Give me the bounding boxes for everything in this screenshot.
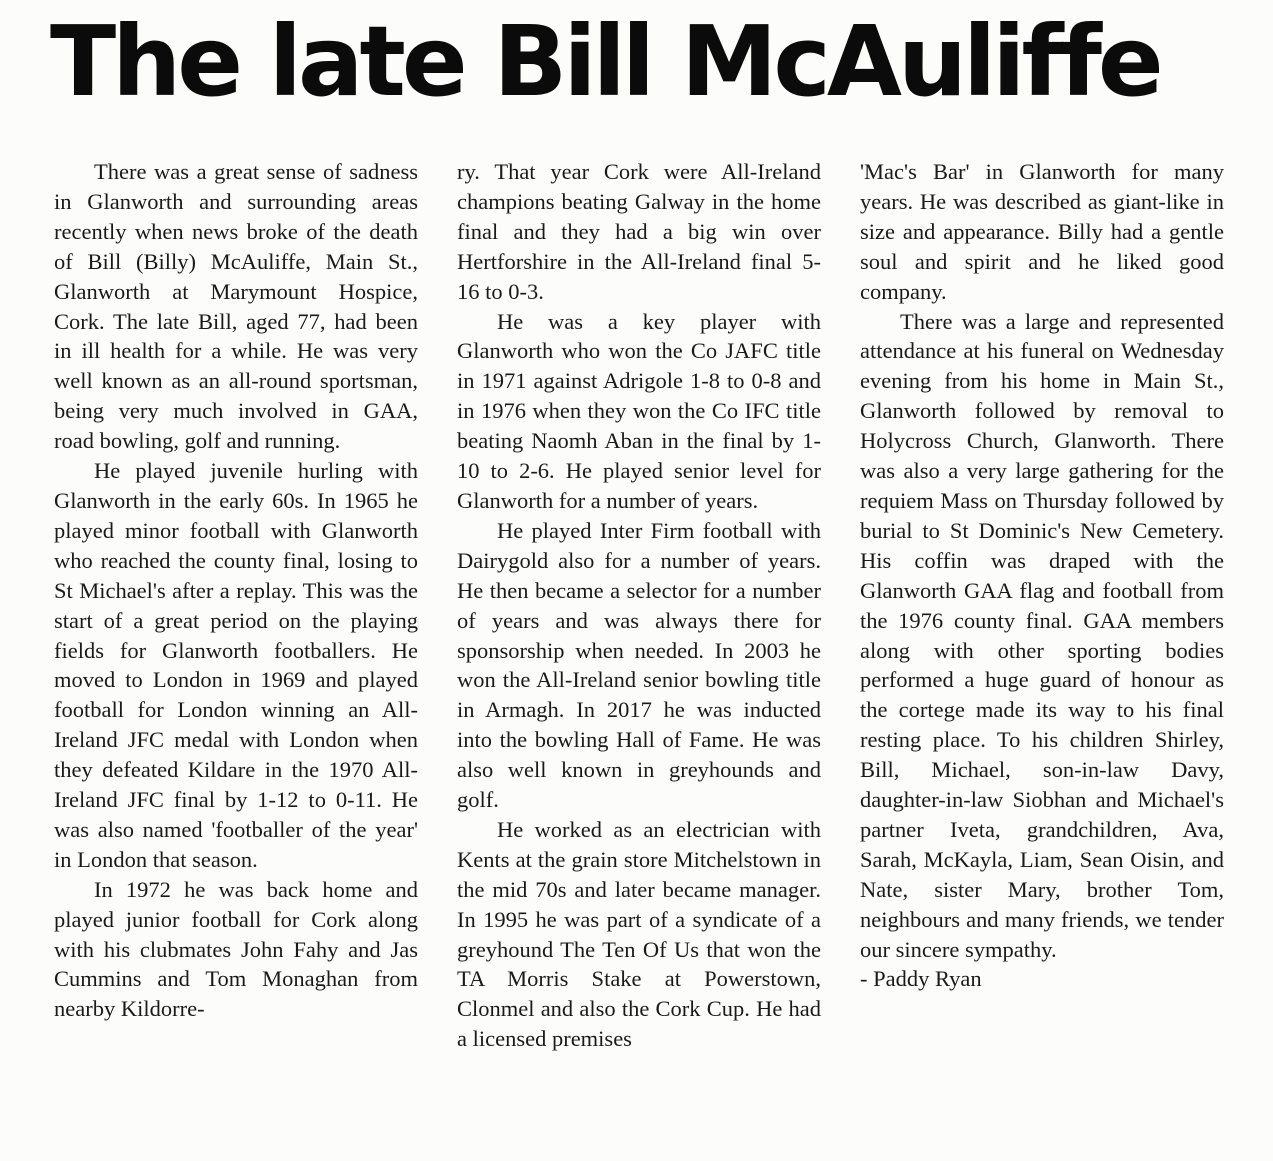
paragraph: ry. That year Cork were All-Ireland champions beating Galway in the home final and they had a big win over Hertforshire in the All-Ireland final 5-16 to 0-3. bbox=[457, 159, 821, 304]
paragraph: 'Mac's Bar' in Glanworth for many years. He was described as giant-like in size and appearance. Billy had a gentle soul and spirit and he liked good company. bbox=[860, 159, 1224, 304]
article-column-3 bbox=[860, 157, 1224, 994]
paragraph: He was a key player with Glanworth who won the Co JAFC title in 1971 against Adrigole 1-8 to 0-8 and in 1976 when they won the Co IFC title beating Naomh Aban in the final by 1-10 to 2-6. He played senior level for Glanworth for a number of years. bbox=[457, 308, 821, 513]
paragraph: He worked as an electrician with Kents at the grain store Mitchelstown in the mid 70s and later became manager. In 1995 he was part of a syndicate of a greyhound The Ten Of Us that won the TA Morris Stake at Powerstown, Clonmel and also the Cork Cup. He had a licensed premises bbox=[457, 816, 821, 1052]
article-column-1 bbox=[54, 157, 418, 1024]
paragraph: He played juvenile hurling with Glanworth in the early 60s. In 1965 he played minor football with Glanworth who reached the county final, losing to St Michael's after a replay. This was the start of a great period on the playing fields for Glanworth footballers. He moved to London in 1969 and played football for London winning an All-Ireland JFC medal with London when they defeated Kildare in the 1970 All-Ireland JFC final by 1-12 to 0-11. He was also named 'footballer of the year' in London that season. bbox=[54, 458, 418, 872]
author-signature: - Paddy Ryan bbox=[860, 966, 982, 992]
paragraph: There was a large and represented attendance at his funeral on Wednesday evening from his home in Main St., Glanworth followed by removal to Holycross Church, Glanworth. There was also a very large gathering for the requiem Mass on Thursday followed by burial to St Dominic's New Cemetery. His coffin was draped with the Glanworth GAA flag and football from the 1976 county final. GAA members along with other sporting bodies performed a huge guard of honour as the cortege made its way to his final resting place. To his children Shirley, Bill, Michael, son-in-law Davy, daughter-in-law Siobhan and Michael's partner Iveta, grandchildren, Ava, Sarah, McKayla, Liam, Sean Oisin, and Nate, sister Mary, brother Tom, neighbours and many friends, we tender our sincere sympathy. bbox=[860, 308, 1224, 962]
headline: The late Bill McAuliffe bbox=[50, 5, 1160, 118]
article-column-2 bbox=[457, 157, 821, 1054]
paragraph: In 1972 he was back home and played junior football for Cork along with his clubmates John Fahy and Jas Cummins and Tom Monaghan from nearby Kildorre- bbox=[54, 876, 418, 1022]
paragraph: He played Inter Firm football with Dairygold also for a number of years. He then became a selector for a number of years and was always there for sponsorship when needed. In 2003 he won the All-Ireland senior bowling title in Armagh. In 2017 he was inducted into the bowling Hall of Fame. He was also well known in greyhounds and golf. bbox=[457, 517, 821, 813]
paragraph: There was a great sense of sadness in Glanworth and surrounding areas recently when news broke of the death of Bill (Billy) McAuliffe, Main St., Glanworth at Marymount Hospice, Cork. The late Bill, aged 77, had been in ill health for a while. He was very well known as an all-round sportsman, being very much involved in GAA, road bowling, golf and running. bbox=[54, 159, 418, 454]
